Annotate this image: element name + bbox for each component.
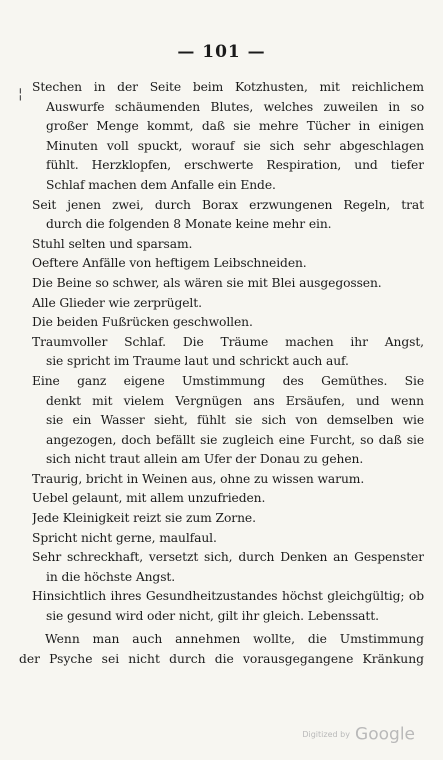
watermark-brand: Google bbox=[355, 724, 415, 744]
text-line: Uebel gelaunt, mit allem unzufrieden. bbox=[32, 491, 266, 506]
text-line: Eine ganz eigene Umstimmung des Gemüthes. Sie bbox=[32, 373, 424, 388]
closing-line: Wenn man auch annehmen wollte, die Umstimmung bbox=[45, 632, 424, 646]
closing-line: der Psyche sei nicht durch die vorausgegangene Kränkung bbox=[19, 651, 424, 666]
text-line: Alle Glieder wie zerprügelt. bbox=[32, 295, 202, 310]
text-line: denkt mit vielem Vergnügen ans Ersäufen, und wenn bbox=[46, 393, 424, 408]
text-line: Oeftere Anfälle von heftigem Leibschneiden. bbox=[32, 256, 307, 271]
text-line: Die beiden Fußrücken geschwollen. bbox=[32, 315, 253, 330]
text-line: sich nicht traut allein am Ufer der Donau zu gehen. bbox=[46, 452, 364, 467]
text-line: angezogen, doch befällt sie zugleich eine Furcht, so daß sie bbox=[46, 432, 424, 447]
text-line: Auswurfe schäumenden Blutes, welches zuweilen in so bbox=[46, 99, 424, 114]
text-line: Die Beine so schwer, als wären sie mit Blei ausgegossen. bbox=[32, 275, 382, 290]
text-line: Schlaf machen dem Anfalle ein Ende. bbox=[46, 177, 276, 192]
watermark-prefix: Digitized by bbox=[302, 729, 350, 739]
text-line: Seit jenen zwei, durch Borax erzwungenen Regeln, trat bbox=[32, 197, 424, 212]
page-number: — 101 — bbox=[177, 42, 266, 62]
text-line: in die höchste Angst. bbox=[46, 569, 176, 584]
closing-paragraph bbox=[19, 630, 424, 669]
text-line: Jede Kleinigkeit reizt sie zum Zorne. bbox=[32, 511, 256, 526]
text-line: Sehr schreckhaft, versetzt sich, durch Denken an Gespenster bbox=[32, 550, 424, 565]
text-block bbox=[32, 78, 424, 627]
text-line: sie gesund wird oder nicht, gilt ihr gleich. Lebenssatt. bbox=[46, 609, 379, 624]
text-line: Minuten voll spuckt, worauf sie sich sehr abgeschlagen bbox=[46, 138, 424, 153]
digitized-by-google-watermark bbox=[302, 724, 415, 745]
text-line: sie ein Wasser sieht, fühlt sie sich von demselben wie bbox=[46, 413, 424, 428]
text-line: Stuhl selten und sparsam. bbox=[32, 236, 193, 251]
text-line: großer Menge kommt, daß sie mehre Tücher in einigen bbox=[46, 119, 424, 134]
text-line: Hinsichtlich ihres Gesundheitzustandes höchst gleichgültig; ob bbox=[32, 589, 424, 604]
margin-mark: ¦ bbox=[18, 86, 23, 102]
text-line: Stechen in der Seite beim Kotzhusten, mit reichlichem bbox=[32, 80, 424, 94]
text-line: fühlt. Herzklopfen, erschwerte Respiration, und tiefer bbox=[46, 158, 424, 173]
text-line: sie spricht im Traume laut und schrickt auch auf. bbox=[46, 354, 349, 369]
text-line: durch die folgenden 8 Monate keine mehr ein. bbox=[46, 217, 332, 232]
text-line: Spricht nicht gerne, maulfaul. bbox=[32, 530, 217, 545]
text-line: Traumvoller Schlaf. Die Träume machen ihr Angst, bbox=[32, 334, 424, 349]
text-line: Traurig, bricht in Weinen aus, ohne zu wissen warum. bbox=[32, 471, 365, 486]
